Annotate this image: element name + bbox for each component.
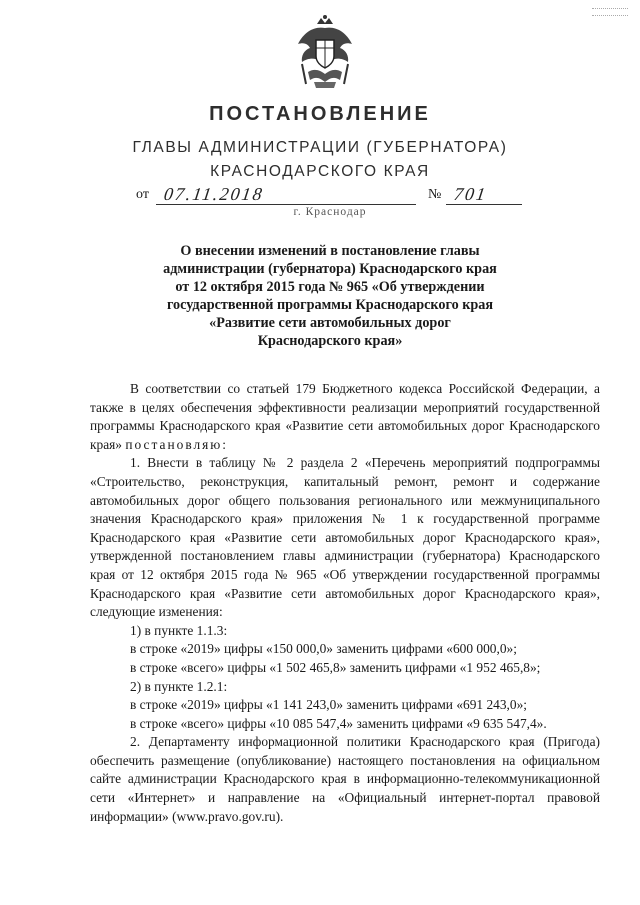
subitem-2-line-b: в строке «всего» цифры «10 085 547,4» заменить цифрами «9 635 547,4». (130, 715, 547, 731)
subitem-2-line-a: в строке «2019» цифры «1 141 243,0» заменить цифрами «691 243,0»; (130, 697, 527, 713)
subitem-1-line-b: в строке «всего» цифры «1 502 465,8» заменить цифрами «1 952 465,8»; (130, 659, 541, 675)
page-mark (592, 8, 628, 16)
subitem-1: 1) в пункте 1.1.3: (130, 622, 228, 638)
coat-of-arms-icon (294, 14, 356, 92)
document-body (90, 380, 600, 826)
item-1-paragraph: 1. Внести в таблицу № 2 раздела 2 «Перечень мероприятий подпрограммы «Строительство, реконструкция, капитальный ремонт, ремонт и содержание автомобильных дорог общего пользования регионального или межмуниципального значения Краснодарского края» приложения № 1 к государственной программе Краснодарского края «Развитие сети автомобильных дорог Краснодарского края», утвержденной постановлением главы администрации (губернатора) Краснодарского края от 12 октября 2015 года № 965 «Об утверждении государственной программы Краснодарского края «Развитие сети автомобильных дорог Краснодарского края», следующие изменения: (90, 455, 600, 620)
doc-type-heading: ПОСТАНОВЛЕНИЕ (209, 103, 431, 125)
title-line: администрации (губернатора) Краснодарского края (163, 261, 497, 277)
item-2-paragraph: 2. Департаменту информационной политики Краснодарского края (Пригода) обеспечить размещение (опубликование) настоящего постановления на официальном сайте администрации Краснодарского края в информационно-телекоммуникационной сети «Интернет» и направление на «Официальный интернет-портал правовой информации» (www.pravo.gov.ru). (90, 734, 600, 824)
number-handwritten: 701 (452, 184, 489, 204)
subitem-1-line-a: в строке «2019» цифры «150 000,0» заменить цифрами «600 000,0»; (130, 641, 517, 657)
title-line: государственной программы Краснодарского края (166, 297, 494, 313)
intro-text: В соответствии со статьей 179 Бюджетного кодекса Российской Федерации, а также в целях обеспечения эффективности реализации мероприятий государственной программы Краснодарского края «Развитие сети автомобильных дорог Краснодарского края» (90, 381, 600, 452)
intro-paragraph (90, 380, 600, 454)
city: г. Краснодар (293, 206, 367, 218)
region-heading: КРАСНОДАРСКОГО КРАЯ (210, 163, 430, 180)
subitem-2: 2) в пункте 1.2.1: (130, 678, 228, 694)
title-line: от 12 октября 2015 года № 965 «Об утверждении (175, 279, 485, 295)
resolve-word: постановляю: (125, 436, 229, 452)
title-line: «Развитие сети автомобильных дорог (209, 315, 451, 331)
title-line: Краснодарского края» (257, 333, 403, 349)
document-title (130, 242, 530, 350)
authority-heading: ГЛАВЫ АДМИНИСТРАЦИИ (ГУБЕРНАТОРА) (132, 139, 508, 156)
date-prefix: от (136, 187, 149, 202)
number-prefix: № (428, 187, 442, 202)
date-handwritten: 07.11.2018 (162, 184, 266, 204)
title-line: О внесении изменений в постановление главы (180, 243, 480, 259)
